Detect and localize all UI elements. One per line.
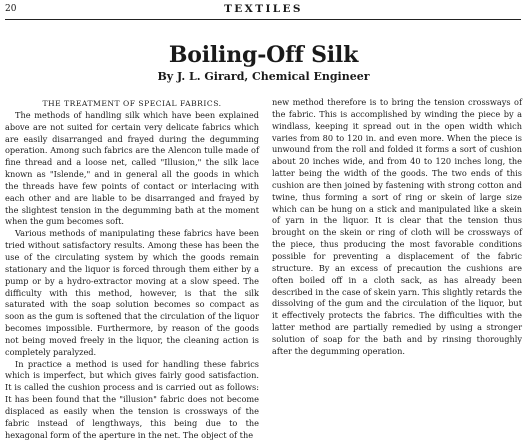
paragraph: new method therefore is to bring the tension crossways of the fabric. This is accomplished by winding the piece by a windlass, keeping it spread out in the open width which varies from 80 to 120 in. and even more. When the piece is unwound from the roll and folded it forms a sort of cushion about 20 inches wide, and from 40 to 120 inches long, the latter being the width of the goods. The two ends of this cushion are then joined by fastening with strong cotton and twine, thus forming a sort of ring or skein of large size which can be hung on a stick and manipulated like a skein of yarn in the liquor. It is clear that the tension thus brought on the skein or ring of cloth will be crossways of the piece, thus producing the most favorable conditions possible for preventing a displacement of the fabric structure. By an excess of precaution the cushions are often boiled off in a cloth sack, as has already been described in the case of skein yarn. This slightly retards the dissolving of the gum and the circulation of the liquor, but it effectively protects the fabrics. The difficulties with the latter method are partially remedied by using a stronger solution of soap for the bath and by rinsing thoroughly after the degumming operation. — [272, 97, 522, 356]
paragraph: Various methods of manipulating these fabrics have been tried without satisfactory results. Among these has been the use of the circulating system by which the goods remain stationary and the liquor is forced through them either by a pump or by a hydro-extractor moving at a slow speed. The difficulty with this method, however, is that the silk saturated with the soap solution becomes so compact as soon as the gum is softened that the circulation of the liquor becomes impossible. Furthermore, by reason of the goods not being moved freely in the liquor, the cleaning action is completely paralyzed. — [5, 228, 259, 357]
section-heading: THE TREATMENT OF SPECIAL FABRICS. — [42, 99, 222, 108]
page-number: 20 — [5, 4, 17, 14]
header-rule — [5, 19, 521, 20]
right-column — [272, 97, 522, 358]
article-title: Boiling-Off Silk — [168, 42, 359, 68]
article-byline: By J. L. Girard, Chemical Engineer — [157, 70, 370, 83]
running-head: TEXTILES — [224, 3, 303, 15]
left-column — [5, 98, 259, 441]
paragraph: The methods of handling silk which have been explained above are not suited for certain very delicate fabrics which are easily disarranged and frayed during the degumming operation. Among such fabrics are the Alencon tulle made of fine thread and a loose net, called "Illusion," the silk lace known as "Islende," and in general all the goods in which the threads have few points of contact or interlacing with each other and are liable to be disarranged and frayed by the slightest tension in the degumming bath at the moment when the gum becomes soft. — [5, 109, 259, 227]
paragraph: In practice a method is used for handling these fabrics which is imperfect, but which gives fairly good satisfaction. It is called the cushion process and is carried out as follows: It has been found that the "illusion" fabric does not become displaced as easily when the tension is crossways of the fabric instead of lengthways, this being due to the hexagonal form of the aperture in the net. The object of the — [5, 358, 259, 440]
